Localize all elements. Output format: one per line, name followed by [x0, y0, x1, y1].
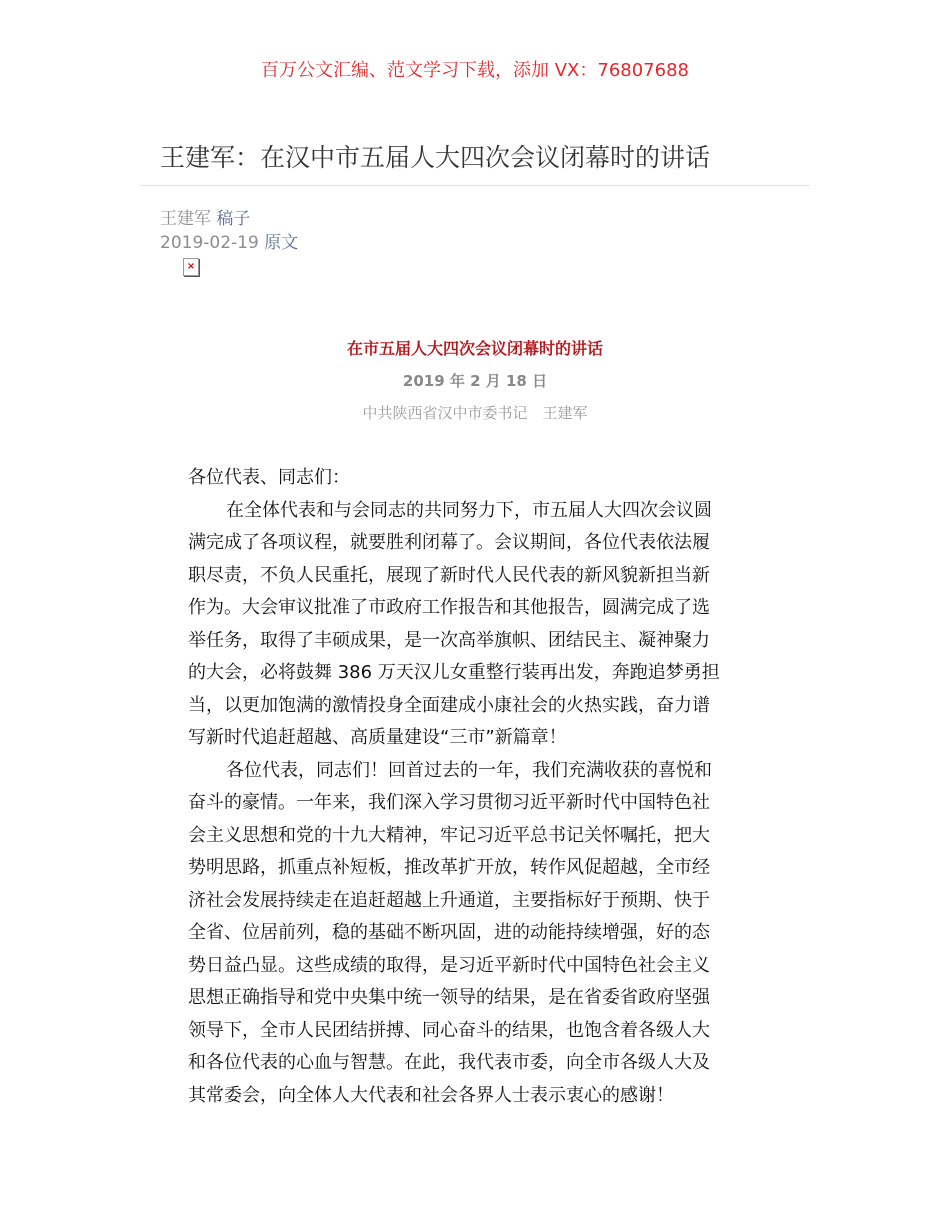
meta-author-row [160, 204, 250, 229]
paragraph-line: 思想正确指导和党中央集中统一领导的结果，是在省委省政府坚强 [188, 987, 710, 1008]
title-divider [140, 185, 810, 186]
paragraph [188, 495, 768, 755]
speech-body [188, 462, 768, 1112]
publish-date: 2019-02-19 [160, 233, 259, 253]
paragraph-line: 其常委会，向全体人大代表和社会各界人士表示衷心的感谢！ [188, 1084, 674, 1106]
article-title: 王建军：在汉中市五届人大四次会议闭幕时的讲话 [160, 143, 711, 172]
paragraphs [188, 495, 768, 1113]
promo-banner: 百万公文汇编、范文学习下载，添加 VX：76807688 [261, 60, 689, 81]
author-name: 王建军 [160, 209, 211, 229]
paragraph-line: 济社会发展持续走在追赶超越上升通道，主要指标好于预期、快于 [188, 889, 710, 911]
paragraph-line: 全省、位居前列，稳的基础不断巩固，进的动能持续增强，好的态 [188, 922, 710, 943]
broken-image-icon: × [183, 258, 199, 276]
paragraph-line: 各位代表，同志们！回首过去的一年，我们充满收获的喜悦和 [226, 759, 712, 781]
speech-date: 2019 年 2 月 18 日 [402, 372, 548, 390]
paragraph-line: 作为。大会审议批准了市政府工作报告和其他报告，圆满完成了选 [188, 597, 710, 618]
source-link[interactable]: 原文 [264, 233, 299, 253]
paragraph-line: 满完成了各项议程，就要胜利闭幕了。会议期间，各位代表依法履 [188, 532, 710, 553]
paragraph-line: 领导下，全市人民团结拼搏、同心奋斗的结果，也饱含着各级人大 [188, 1019, 710, 1041]
salutation: 各位代表、同志们： [188, 467, 350, 488]
paragraph-line: 奋斗的豪情。一年来，我们深入学习贯彻习近平新时代中国特色社 [188, 792, 710, 813]
paragraph-line: 在全体代表和与会同志的共同努力下，市五届人大四次会议圆 [226, 499, 712, 521]
category-link[interactable]: 稿子 [216, 209, 251, 229]
paragraph-line: 当，以更加饱满的激情投身全面建成小康社会的火热实践，奋力谱 [188, 694, 710, 716]
paragraph-line: 职尽责，不负人民重托，展现了新时代人民代表的新风貌新担当新 [188, 564, 710, 586]
paragraph-line: 会主义思想和党的十九大精神，牢记习近平总书记关怀嘱托，把大 [188, 824, 710, 846]
paragraph-line: 的大会，必将鼓舞 386 万天汉儿女重整行装再出发，奔跑追梦勇担 [188, 662, 720, 683]
meta-date-row [160, 228, 298, 253]
paragraph-line: 和各位代表的心血与智慧。在此，我代表市委，向全市各级人大及 [188, 1052, 710, 1073]
paragraph [188, 755, 768, 1113]
speech-speaker: 中共陕西省汉中市委书记 王建军 [362, 404, 588, 422]
paragraph-line: 势日益凸显。这些成绩的取得，是习近平新时代中国特色社会主义 [188, 954, 710, 976]
speech-heading: 在市五届人大四次会议闭幕时的讲话 [346, 339, 603, 358]
paragraph-line: 举任务，取得了丰硕成果，是一次高举旗帜、团结民主、凝神聚力 [188, 629, 710, 651]
paragraph-line: 势明思路，抓重点补短板，推改革扩开放，转作风促超越，全市经 [188, 857, 710, 878]
paragraph-line: 写新时代追赶超越、高质量建设“三市”新篇章！ [188, 727, 567, 748]
